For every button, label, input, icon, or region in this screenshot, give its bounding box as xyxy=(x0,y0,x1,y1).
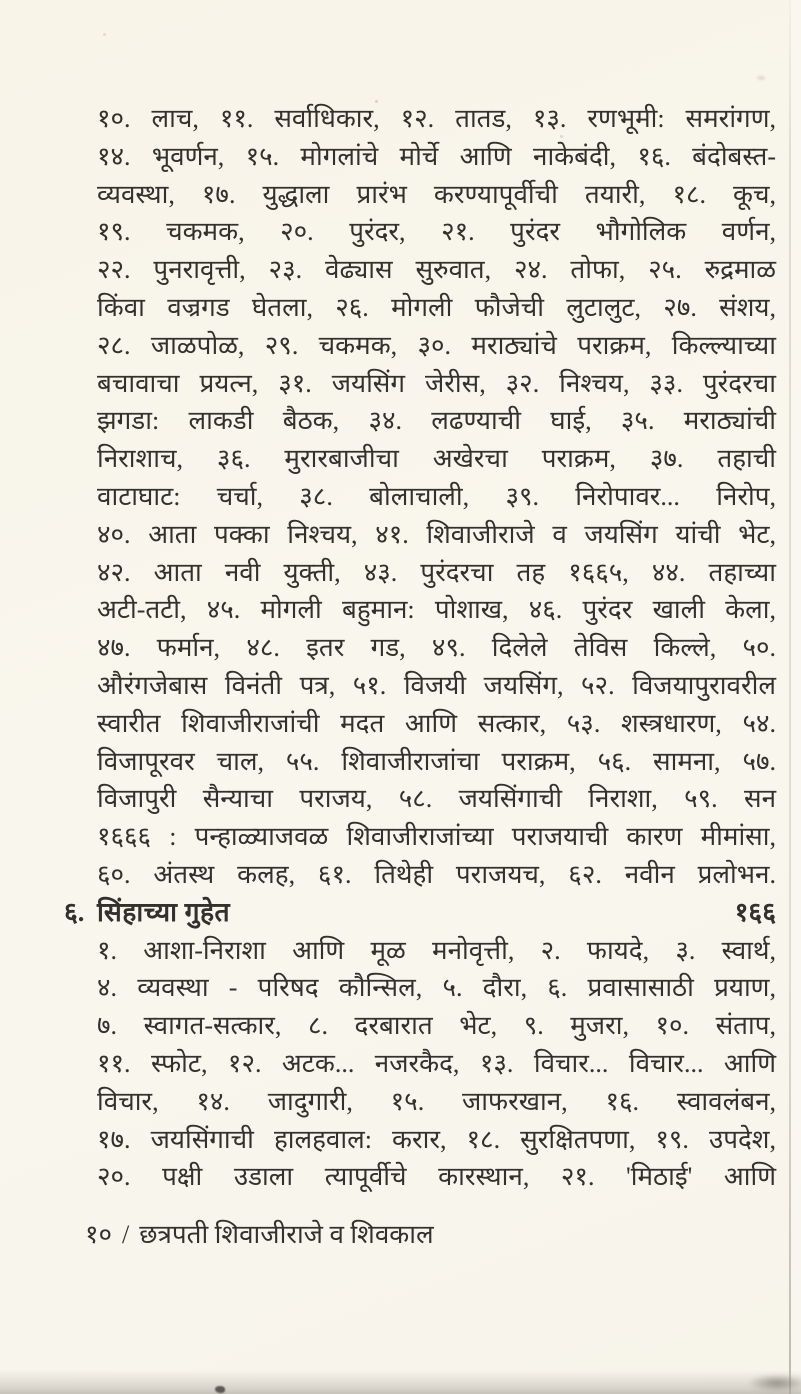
bottom-right-smudge xyxy=(747,1374,801,1392)
paper-speck xyxy=(375,100,378,103)
ink-smudge xyxy=(215,1386,225,1393)
toc-line: १०. लाच, ११. सर्वाधिकार, १२. तातड, १३. रणभूमी: समरांगण, xyxy=(97,104,776,133)
page-edge-strip xyxy=(791,0,801,1394)
toc-line: १७. जयसिंगाची हालहवाल: करार, १८. सुरक्षितपणा, १९. उपदेश, xyxy=(97,1124,776,1154)
chapter-5-topic-list xyxy=(97,100,776,894)
toc-line: २०. पक्षी उडाला त्यापूर्वीचे कारस्थान, २१. 'मिठाई' आणि xyxy=(97,1162,776,1192)
toc-line: स्वारीत शिवाजीराजांची मदत आणि सत्कार, ५३. शस्त्रधारण, ५४. xyxy=(97,708,776,738)
toc-line: ४. व्यवस्था - परिषद कौन्सिल, ५. दौरा, ६. प्रवासासाठी प्रयाण, xyxy=(97,973,776,1003)
bottom-scan-shadow xyxy=(0,1370,801,1394)
toc-line: अटी-तटी, ४५. मोगली बहुमान: पोशाख, ४६. पुरंदर खाली केला, xyxy=(97,595,776,625)
toc-line: १६६६ : पन्हाळ्याजवळ शिवाजीराजांच्या पराजयाची कारण मीमांसा, xyxy=(97,822,776,852)
toc-line: औरंगजेबास विनंती पत्र, ५१. विजयी जयसिंग, ५२. विजयापुरावरील xyxy=(97,670,776,700)
toc-line: विजापूरवर चाल, ५५. शिवाजीराजांचा पराक्रम, ५६. सामना, ५७. xyxy=(97,746,776,776)
toc-line: किंवा वज्रगड घेतला, २६. मोगली फौजेची लुटालुट, २७. संशय, xyxy=(97,292,776,322)
toc-line: व्यवस्था, १७. युद्धाला प्रारंभ करण्यापूर्वीची तयारी, १८. कूच, xyxy=(97,179,776,209)
toc-line: ४०. आता पक्का निश्चय, ४१. शिवाजीराजे व जयसिंग यांची भेट, xyxy=(97,519,776,549)
chapter-title: सिंहाच्या गुहेत xyxy=(97,896,231,927)
toc-line: १. आशा-निराशा आणि मूळ मनोवृत्ती, २. फायदे, ३. स्वार्थ, xyxy=(97,935,776,965)
page-edge-crease xyxy=(789,0,791,1394)
paper-speck xyxy=(103,33,106,36)
toc-line: ११. स्फोट, १२. अटक... नजरकैद, १३. विचार... विचार... आणि xyxy=(97,1048,776,1078)
toc-line: १९. चकमक, २०. पुरंदर, २१. पुरंदर भौगोलिक वर्णन, xyxy=(97,217,776,247)
toc-line: झगडा: लाकडी बैठक, ३४. लढण्याची घाई, ३५. मराठ्यांची xyxy=(97,406,776,436)
toc-line: २२. पुनरावृत्ती, २३. वेढ्यास सुरुवात, २४. तोफा, २५. रुद्रमाळ xyxy=(97,255,776,285)
paper-speck xyxy=(560,135,563,138)
footer-separator: / xyxy=(122,1220,130,1249)
toc-line: वाटाघाट: चर्चा, ३८. बोलाचाली, ३९. निरोपावर... निरोप, xyxy=(97,481,776,511)
toc-line: ६०. अंतस्थ कलह, ६१. तिथेही पराजयच, ६२. नवीन प्रलोभन. xyxy=(97,859,776,889)
footer-page-number: १० xyxy=(85,1220,113,1249)
toc-line: विजापुरी सैन्याचा पराजय, ५८. जयसिंगाची निराशा, ५९. सन xyxy=(97,784,776,814)
paper-speck xyxy=(757,76,765,80)
toc-line: विचार, १४. जादुगारी, १५. जाफरखान, १६. स्वावलंबन, xyxy=(97,1086,776,1116)
toc-line: ४७. फर्मान, ४८. इतर गड, ४९. दिलेले तेविस किल्ले, ५०. xyxy=(97,633,776,663)
chapter-page-number: १६६ xyxy=(734,896,776,927)
toc-line: ७. स्वागत-सत्कार, ८. दरबारात भेट, ९. मुजरा, १०. संताप, xyxy=(97,1011,776,1041)
toc-text-column xyxy=(64,100,776,1196)
toc-line: २८. जाळपोळ, २९. चकमक, ३०. मराठ्यांचे पराक्रम, किल्ल्याच्या xyxy=(97,330,776,360)
toc-line: बचावाचा प्रयत्न, ३१. जयसिंग जेरीस, ३२. निश्चय, ३३. पुरंदरचा xyxy=(97,368,776,398)
footer-book-title: छत्रपती शिवाजीराजे व शिवकाल xyxy=(139,1220,434,1249)
chapter-number: ६. xyxy=(64,896,85,927)
page-footer xyxy=(85,1216,434,1254)
toc-line: निराशाच, ३६. मुरारबाजीचा अखेरचा पराक्रम, ३७. तहाची xyxy=(97,444,776,474)
chapter-6-topic-list xyxy=(97,932,776,1197)
chapter-entry xyxy=(64,894,776,932)
toc-line: १४. भूवर्णन, १५. मोगलांचे मोर्चे आणि नाकेबंदी, १६. बंदोबस्त- xyxy=(97,141,776,171)
toc-line: ४२. आता नवी युक्ती, ४३. पुरंदरचा तह १६६५, ४४. तहाच्या xyxy=(97,557,776,587)
